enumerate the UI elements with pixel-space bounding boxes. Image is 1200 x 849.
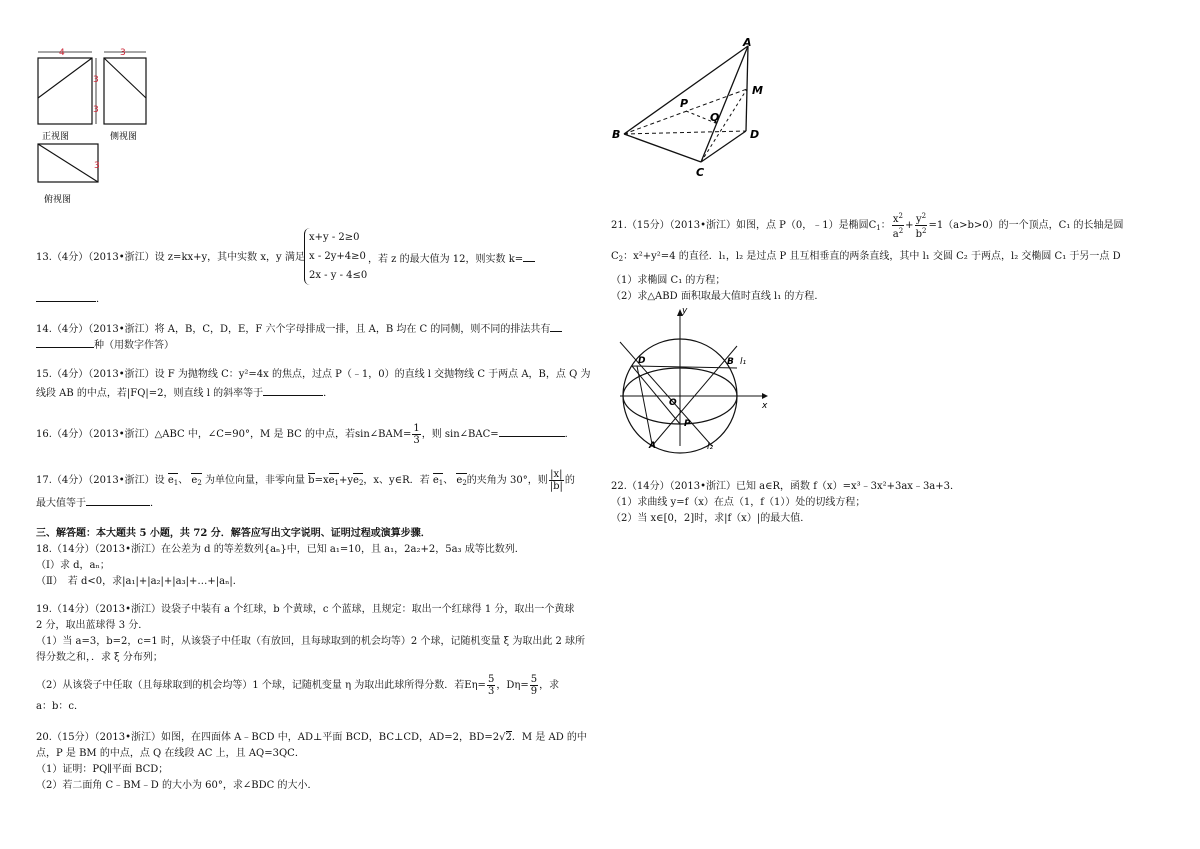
q22-line2: （1）求曲线 y=f（x）在点（1，f（1））处的切线方程； <box>611 497 866 508</box>
q20-line4: （2）若二面角 C﹣BM﹣D 的大小为 60°，求∠BDC 的大小． <box>36 780 318 791</box>
svg-text:l₁: l₁ <box>740 357 747 367</box>
q13-ineq-3: 2x - y - 4≤0 <box>309 270 368 281</box>
svg-text:O: O <box>669 398 677 408</box>
side-view-label: 侧视图 <box>110 132 138 142</box>
q13-blank-a <box>523 251 535 262</box>
q16-line: 16.（4分）（2013•浙江）△ABC 中，∠C=90°，M 是 BC 的中点，若sin∠BAM= $\frac{1}{3}$ ，则 sin∠BAC= ． <box>36 423 575 446</box>
q19-line5: （2）从该袋子中任取（且每球取到的机会均等）1 个球，记随机变量 η 为取出此球所得分数．若Eη= $\frac{5}{3}$ ，Dη= $\frac{5}{9}$ ，求 <box>36 674 560 697</box>
svg-text:B: B <box>612 128 621 141</box>
q20-line1: 20.（15分）（2013•浙江）如图，在四面体 A﹣BCD 中，AD⊥平面 BCD，BC⊥CD，AD=2，BD=2√2．M 是 AD 的中 <box>36 732 587 743</box>
q14-line1: 14.（4分）（2013•浙江）将 A，B，C，D，E，F 六个字母排成一排，且 A，B 均在 C 的同侧，则不同的排法共有 <box>36 321 562 337</box>
q19-line1: 19.（14分）（2013•浙江）设袋子中装有 a 个红球，b 个黄球，c 个蓝球，且规定：取出一个红球得 1 分，取出一个黄球 <box>36 604 575 615</box>
top-view-label: 俯视图 <box>44 195 72 205</box>
q22-line3: （2）当 x∈[0，2]时，求|f（x）|的最大值． <box>611 513 811 524</box>
tetrahedron-figure <box>606 34 781 184</box>
q18-line3: （Ⅱ） 若 d<0，求|a₁|+|a₂|+|a₃|+…+|aₙ|． <box>36 576 243 587</box>
q21-line2: $C_2$：x²+y²=4 的直径．l₁，l₂ 是过点 P 且互相垂直的两条直线，其中 l₁ 交圆 C₂ 于两点，l₂ 交椭圆 C₁ 于另一点 D <box>611 251 1121 263</box>
q16-blank <box>499 426 565 437</box>
q15-line1: 15.（4分）（2013•浙江）设 F 为抛物线 C：y²=4x 的焦点，过点 P（﹣1，0）的直线 l 交抛物线 C 于两点 A，B，点 Q 为 <box>36 369 591 380</box>
q17-vec-e1: $e_1$ <box>168 474 178 490</box>
q18-line2: （Ⅰ）求 d，aₙ； <box>36 560 110 571</box>
top-view-diagonal <box>38 144 98 182</box>
q21-line3: （1）求椭圆 C₁ 的方程； <box>611 275 726 286</box>
svg-text:P: P <box>684 419 691 429</box>
front-view-rect <box>38 58 92 124</box>
q13-ineq-1: x+y - 2≥0 <box>309 232 360 243</box>
q13-blank-line: ． <box>36 291 106 307</box>
q19-line3: （1）当 a=3，b=2，c=1 时，从该袋子中任取（有放回，且每球取到的机会均等）2 个球，记随机变量 ξ 为取出此 2 球所 <box>36 636 586 647</box>
svg-text:C: C <box>696 166 705 179</box>
section3-heading: 三、解答题：本大题共 5 小题，共 72 分．解答应写出文字说明、证明过程或演算步骤． <box>36 528 431 539</box>
q14-blank <box>36 337 94 348</box>
front-view-label: 正视图 <box>42 132 70 142</box>
q19-line2: 2 分，取出蓝球得 3 分． <box>36 620 149 631</box>
q19-line4: 得分数之和，．求 ξ 分布列； <box>36 652 163 663</box>
top-dim-3: 3 <box>94 161 100 171</box>
svg-text:M: M <box>752 84 763 97</box>
q21-line1: 21.（15分）（2013•浙江）如图，点 P（0，﹣1）是椭圆$C_1$： $\frac{x^2}{a^2}$ + $\frac{y^2}{b^2}$ =1（a>b>0）的一个顶点，C₁ 的长轴是圆 <box>611 212 1124 240</box>
q21-line4: （2）求△ABD 面积取最大值时直线 l₁ 的方程． <box>611 291 825 302</box>
front-view-diagonal <box>38 58 92 98</box>
q16-expr: sin∠BAM= <box>354 429 412 440</box>
svg-text:D: D <box>750 128 760 141</box>
q20-line3: （1）证明：PQ∥平面 BCD； <box>36 764 169 775</box>
q22-line1: 22.（14分）（2013•浙江）已知 a∈R，函数 f（x）=x³﹣3x²+3ax﹣3a+3． <box>611 481 961 492</box>
q17-blank <box>86 495 150 506</box>
q16-fraction: $\frac{1}{3}$ <box>413 423 420 446</box>
svg-text:A: A <box>649 441 656 451</box>
q15-line2: 线段 AB 的中点，若|FQ|=2，则直线 l 的斜率等于 ． <box>36 385 333 401</box>
q19-variance: Dη= <box>506 680 529 691</box>
q15-blank <box>263 385 323 396</box>
svg-text:A: A <box>743 36 752 49</box>
side-view-diagonal <box>104 58 146 98</box>
svg-text:P: P <box>680 97 689 110</box>
side-dim-3a: 3 <box>93 75 99 85</box>
q17-vec-b: b <box>308 475 315 486</box>
q18-line1: 18.（14分）（2013•浙江）在公差为 d 的等差数列{aₙ}中，已知 a₁=10，且 a₁，2a₂+2，5a₃ 成等比数列． <box>36 544 525 555</box>
q19-line6: a：b：c． <box>36 701 84 712</box>
ellipse-circle-figure <box>612 306 772 456</box>
q13-blank-b <box>36 291 96 302</box>
svg-text:Q: Q <box>710 111 720 124</box>
svg-text:B: B <box>727 357 734 367</box>
q13-prefix: 13.（4分）（2013•浙江）设 z=kx+y，其中实数 x，y 满足 <box>36 252 305 263</box>
side-dim-3b: 3 <box>93 105 99 115</box>
q14-line2: 种（用数字作答） <box>36 337 174 353</box>
q17-fraction: $\frac{|x|}{|b|}$ <box>549 469 563 492</box>
q17-line1: 17.（4分）（2013•浙江）设 $e_1$、 $e_2$ 为单位向量，非零向量 $b=xe_1+ye_2$，x、y∈R．若 $e_1$、 $e_2$的夹角为 30°，则 $\frac{|x|}{|b|}$ 的 <box>36 469 575 492</box>
front-dim-4: 4 <box>59 48 65 58</box>
side-view-rect <box>104 58 146 124</box>
svg-text:l₂: l₂ <box>707 442 714 452</box>
q13-ineq-2: x - 2y+4≥0 <box>309 251 366 262</box>
q19-expectation: Eη= <box>464 680 486 691</box>
q17-line2: 最大值等于 ． <box>36 495 160 511</box>
q20-sqrt: √2 <box>499 732 512 743</box>
q13-system <box>304 228 367 285</box>
side-dim-3: 3 <box>120 48 126 58</box>
q13-suffix: ，若 z 的最大值为 12，则实数 k= <box>368 251 535 267</box>
q20-line2: 点，P 是 BM 的中点，点 Q 在线段 AC 上，且 AQ=3QC． <box>36 748 305 759</box>
svg-text:x: x <box>762 401 768 411</box>
svg-text:D: D <box>638 356 646 366</box>
q17-vec-e2: $e_2$ <box>191 474 201 490</box>
svg-text:y: y <box>682 306 688 316</box>
three-view-figure <box>34 44 174 209</box>
